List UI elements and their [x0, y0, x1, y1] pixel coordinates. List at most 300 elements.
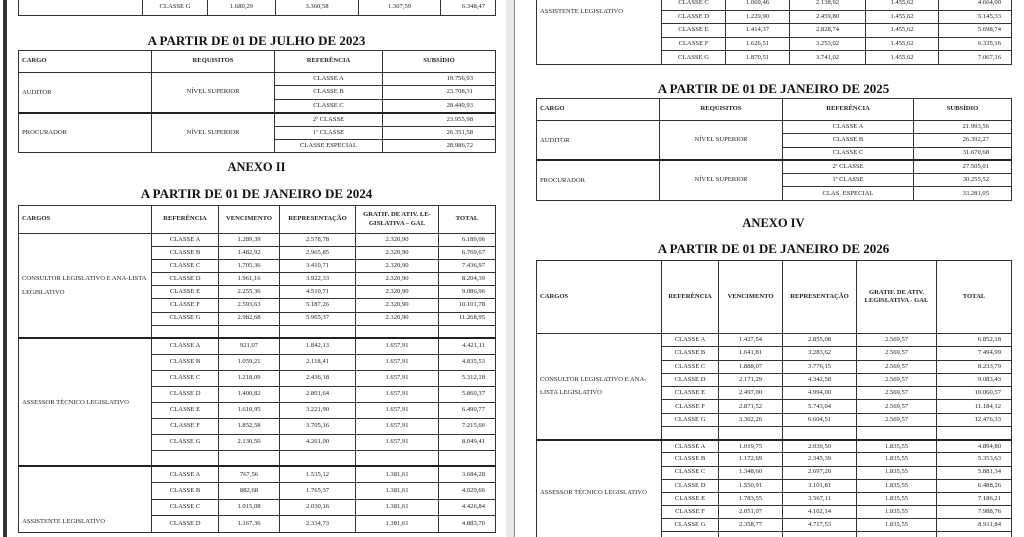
table-row: [537, 160, 1012, 173]
reference-cell: 2ª CLASSE: [783, 160, 914, 173]
value-cell: 4.717,53: [783, 518, 857, 531]
value-cell: 4.342,58: [783, 373, 857, 386]
column-header: SUBSÍDIO: [383, 51, 496, 73]
value-cell: 2.569,57: [857, 334, 937, 347]
reference-cell: CLASSE F: [152, 299, 219, 312]
value-cell: 2.320,90: [356, 299, 439, 312]
data-table: [536, 260, 1012, 537]
page-edge: [3, 0, 7, 537]
value-cell: 3.741,02: [790, 51, 866, 65]
reference-cell: 1ª CLASSE: [783, 174, 914, 187]
cargo-cell: ASSISTENTE LEGISLATIVO: [537, 0, 662, 64]
value-cell: 3.253,02: [790, 37, 866, 51]
value-cell: 1.059,21: [219, 354, 280, 370]
column-header: CARGO: [537, 99, 660, 121]
value-cell: 2.569,57: [857, 413, 937, 426]
empty-cell: [280, 325, 356, 338]
total-cell: 5.881,34: [937, 466, 1012, 479]
subsidy-cell: 28.986,72: [383, 139, 496, 152]
total-cell: 5.353,63: [937, 453, 1012, 466]
total-cell: 7.186,21: [937, 492, 1012, 505]
value-cell: 1.381,61: [356, 516, 439, 533]
value-cell: 882,68: [219, 483, 280, 500]
value-cell: 3.410,71: [280, 260, 356, 273]
value-cell: 1.852,58: [219, 418, 280, 434]
reference-cell: CLASSE C: [662, 466, 719, 479]
value-cell: 1.167,36: [219, 516, 280, 533]
value-cell: 2.569,57: [857, 360, 937, 373]
requisitos-cell: NÍVEL SUPERIOR: [152, 113, 275, 153]
value-cell: 2.497,00: [719, 387, 783, 400]
value-cell: 767,56: [219, 466, 280, 483]
value-cell: 4.261,00: [280, 434, 356, 450]
subsidy-cell: 19.756,93: [383, 73, 496, 86]
value-cell: 2.171,29: [719, 373, 783, 386]
reference-cell: CLASSE D: [152, 516, 219, 533]
value-cell: 921,07: [219, 338, 280, 354]
value-cell: 1.657,91: [356, 402, 439, 418]
column-header: VENCIMENTO: [719, 261, 783, 334]
cargo-cell: CONSULTOR LEGISLATIVO E ANA-LISTA LEGISLATIVO: [537, 334, 662, 440]
value-cell: 5.743,04: [783, 400, 857, 413]
reference-cell: CLASSE B: [662, 453, 719, 466]
document-page-left: [0, 0, 506, 537]
value-cell: 2.138,92: [790, 0, 866, 10]
column-header: CARGO: [19, 51, 152, 73]
total-cell: 11.268,95: [439, 312, 496, 325]
total-cell: 10.101,78: [439, 299, 496, 312]
value-cell: 1.835,55: [857, 453, 937, 466]
column-header: REFERÊNCIA: [783, 99, 914, 121]
empty-cell: [356, 450, 439, 466]
reference-cell: CLASSE E: [662, 24, 726, 38]
total-cell: 4.664,00: [939, 0, 1012, 10]
value-cell: 1.870,51: [726, 51, 790, 65]
reference-cell: CLASSE C: [275, 99, 383, 112]
reference-cell: CLASSE C: [783, 147, 914, 160]
total-cell: 7.215,66: [439, 418, 496, 434]
value-cell: 1.657,91: [356, 354, 439, 370]
value-cell: 1.680,29: [208, 0, 276, 16]
value-cell: 1.455,62: [866, 51, 939, 65]
data-table: [18, 50, 496, 153]
value-cell: 2.320,90: [356, 273, 439, 286]
value-cell: 2.459,80: [790, 10, 866, 24]
reference-cell: CLASSE B: [152, 354, 219, 370]
value-cell: 1.218,09: [219, 370, 280, 386]
empty-cell: [937, 532, 1012, 537]
value-cell: 1.455,62: [866, 0, 939, 10]
total-cell: 8.911,84: [937, 518, 1012, 531]
cargo-cell: PROCURADOR: [537, 160, 660, 200]
empty-cell: [152, 325, 219, 338]
empty-cell: [783, 427, 857, 440]
value-cell: 2.118,41: [280, 354, 356, 370]
total-cell: 6.348,47: [441, 0, 496, 16]
value-cell: 2.828,74: [790, 24, 866, 38]
column-header: VENCIMENTO: [219, 206, 280, 234]
value-cell: 1.842,13: [280, 338, 356, 354]
total-cell: 7.494,99: [937, 347, 1012, 360]
total-cell: 4.421,11: [439, 338, 496, 354]
total-cell: 4.835,53: [439, 354, 496, 370]
cargo-cell: ASSESSOR TÉCNICO LEGISLATIVO: [19, 338, 152, 466]
reference-cell: CLASSE D: [662, 373, 719, 386]
total-cell: 5.698,74: [939, 24, 1012, 38]
column-header: REFERÊNCIA: [662, 261, 719, 334]
value-cell: 1.835,55: [857, 440, 937, 453]
column-header: TOTAL: [937, 261, 1012, 334]
table-row: [537, 0, 1012, 10]
reference-cell: CLASSE E: [662, 492, 719, 505]
value-cell: 3.922,33: [280, 273, 356, 286]
value-cell: 1.657,91: [356, 418, 439, 434]
reference-cell: CLASSE G: [152, 312, 219, 325]
reference-cell: CLASSE D: [152, 273, 219, 286]
reference-cell: CLASSE D: [662, 10, 726, 24]
annex-title: ANEXO IV: [742, 216, 805, 230]
empty-cell: [280, 450, 356, 466]
cargo-cell: AUDITOR: [537, 121, 660, 161]
value-cell: 2.569,57: [857, 387, 937, 400]
value-cell: 1.835,55: [857, 492, 937, 505]
value-cell: 2.030,16: [280, 499, 356, 516]
total-cell: 6.769,67: [439, 247, 496, 260]
data-table: [18, 205, 496, 533]
section-title-2023: A PARTIR DE 01 DE JULHO DE 2023: [147, 33, 366, 48]
subsidy-cell: 23.708,31: [383, 86, 496, 99]
column-header: TOTAL: [439, 206, 496, 234]
value-cell: 1.348,60: [719, 466, 783, 479]
reference-cell: CLASSE G: [662, 51, 726, 65]
column-header: REQUISITOS: [152, 51, 275, 73]
value-cell: 2.436,18: [280, 370, 356, 386]
column-header: REPRESENTAÇÃO: [783, 261, 857, 334]
empty-cell: [783, 532, 857, 537]
reference-cell: CLASSE C: [152, 499, 219, 516]
reference-cell: CLASSE A: [662, 334, 719, 347]
data-table: [536, 0, 1012, 65]
empty-cell: [662, 532, 719, 537]
empty-cell: [439, 325, 496, 338]
total-cell: 6.488,26: [937, 479, 1012, 492]
value-cell: 1.289,39: [219, 234, 280, 247]
total-cell: 8.233,79: [937, 360, 1012, 373]
table-row: [19, 73, 496, 86]
value-cell: 1.414,37: [726, 24, 790, 38]
reference-cell: CLASSE F: [152, 418, 219, 434]
total-cell: 8.049,41: [439, 434, 496, 450]
total-cell: 4.426,84: [439, 499, 496, 516]
column-header: GRATIF. DE ATIV. LE-GISLATIVA – GAL: [356, 206, 439, 234]
annex-title: ANEXO II: [227, 160, 286, 174]
total-cell: 7.988,76: [937, 505, 1012, 518]
value-cell: 2.801,64: [280, 386, 356, 402]
subsidy-cell: 26.392,27: [914, 134, 1012, 147]
value-cell: 1.229,90: [726, 10, 790, 24]
reference-cell: CLASSE A: [152, 466, 219, 483]
reference-cell: CLASSE B: [152, 483, 219, 500]
value-cell: 1.705,36: [219, 260, 280, 273]
value-cell: 3.101,81: [783, 479, 857, 492]
column-header: CARGOS: [537, 261, 662, 334]
value-cell: 2.255,36: [219, 286, 280, 299]
subsidy-cell: 26.351,58: [383, 126, 496, 139]
value-cell: 1.657,91: [356, 370, 439, 386]
subsidy-cell: 28.449,93: [383, 99, 496, 112]
value-cell: 1.835,55: [857, 479, 937, 492]
value-cell: 1.535,12: [280, 466, 356, 483]
total-cell: 7.067,16: [939, 51, 1012, 65]
value-cell: 3.705,16: [280, 418, 356, 434]
value-cell: 2.871,52: [719, 400, 783, 413]
total-cell: 5.860,37: [439, 386, 496, 402]
value-cell: 1.400,82: [219, 386, 280, 402]
empty-cell: [662, 427, 719, 440]
reference-cell: CLASSE F: [662, 505, 719, 518]
subsidy-cell: 31.670,68: [914, 147, 1012, 160]
column-header: REPRESENTAÇÃO: [280, 206, 356, 234]
value-cell: 1.626,51: [726, 37, 790, 51]
total-cell: 11.184,12: [937, 400, 1012, 413]
empty-cell: [857, 532, 937, 537]
reference-cell: CLASSE G: [662, 518, 719, 531]
reference-cell: CLASSE D: [152, 386, 219, 402]
table-header-row: [19, 51, 496, 73]
value-cell: 1.381,61: [356, 499, 439, 516]
section-title-2026: A PARTIR DE 01 DE JANEIRO DE 2026: [657, 241, 890, 256]
value-cell: 2.345,39: [783, 453, 857, 466]
subsidy-cell: 23.955,98: [383, 113, 496, 126]
reference-cell: 1ª CLASSE: [275, 126, 383, 139]
total-cell: 10.060,57: [937, 387, 1012, 400]
reference-cell: CLASSE ESPECIAL: [275, 139, 383, 152]
value-cell: 2.334,73: [280, 516, 356, 533]
total-cell: 4.029,66: [439, 483, 496, 500]
value-cell: 1.657,91: [356, 338, 439, 354]
value-cell: 4.102,14: [783, 505, 857, 518]
reference-cell: CLASSE A: [783, 121, 914, 134]
reference-cell: CLASSE B: [275, 86, 383, 99]
reference-cell: CLAS. ESPECIAL: [783, 187, 914, 200]
value-cell: 2.039,50: [783, 440, 857, 453]
total-cell: 9.083,43: [937, 373, 1012, 386]
value-cell: 2.697,20: [783, 466, 857, 479]
cargo-cell: ASSISTENTE LEGISLATIVO: [19, 466, 152, 532]
reference-cell: CLASSE D: [662, 479, 719, 492]
section-title-2025: A PARTIR DE 01 DE JANEIRO DE 2025: [657, 81, 890, 96]
table-row: [19, 234, 496, 247]
value-cell: 1.069,46: [726, 0, 790, 10]
value-cell: 1.765,37: [280, 483, 356, 500]
empty-cell: [857, 427, 937, 440]
cargo-cell: AUDITOR: [19, 73, 152, 113]
total-cell: 3.684,28: [439, 466, 496, 483]
table-row: [19, 466, 496, 483]
column-header: REFERÊNCIA: [275, 51, 383, 73]
requisitos-cell: NÍVEL SUPERIOR: [660, 121, 783, 161]
subsidy-cell: 30.255,52: [914, 174, 1012, 187]
value-cell: 1.835,55: [857, 505, 937, 518]
reference-cell: CLASSE E: [662, 387, 719, 400]
reference-cell: 2ª CLASSE: [275, 113, 383, 126]
value-cell: 2.569,57: [857, 347, 937, 360]
value-cell: 2.051,07: [719, 505, 783, 518]
value-cell: 1.657,91: [356, 386, 439, 402]
table-row: [19, 113, 496, 126]
value-cell: 4.994,00: [783, 387, 857, 400]
empty-cell: [356, 325, 439, 338]
value-cell: 1.455,62: [866, 37, 939, 51]
value-cell: 1.482,92: [219, 247, 280, 260]
table-header-row: [19, 206, 496, 234]
reference-cell: CLASSE B: [783, 134, 914, 147]
empty-cell: [439, 450, 496, 466]
value-cell: 2.982,68: [219, 312, 280, 325]
value-cell: 2.569,57: [857, 400, 937, 413]
value-cell: 1.455,62: [866, 10, 939, 24]
subsidy-cell: 27.505,01: [914, 160, 1012, 173]
column-header: SUBSÍDIO: [914, 99, 1012, 121]
value-cell: 1.888,07: [719, 360, 783, 373]
reference-cell: CLASSE E: [152, 402, 219, 418]
requisitos-cell: NÍVEL SUPERIOR: [660, 160, 783, 200]
subsidy-cell: 33.281,05: [914, 187, 1012, 200]
value-cell: 6.604,51: [783, 413, 857, 426]
cargo-cell: PROCURADOR: [19, 113, 152, 153]
total-cell: 4.894,80: [937, 440, 1012, 453]
value-cell: 2.320,90: [356, 234, 439, 247]
value-cell: 2.578,78: [280, 234, 356, 247]
value-cell: 1.427,54: [719, 334, 783, 347]
reference-cell: CLASSE B: [152, 247, 219, 260]
value-cell: 1.381,61: [356, 483, 439, 500]
value-cell: 1.019,75: [719, 440, 783, 453]
column-header: REQUISITOS: [660, 99, 783, 121]
value-cell: 2.320,90: [356, 286, 439, 299]
table-row: [537, 334, 1012, 347]
reference-cell: CLASSE F: [662, 37, 726, 51]
column-header: GRATIF. DE ATIV. LEGISLATIVA - GAL: [857, 261, 937, 334]
value-cell: 3.283,62: [783, 347, 857, 360]
value-cell: 1.835,55: [857, 518, 937, 531]
value-cell: 1.550,91: [719, 479, 783, 492]
empty-cell: [219, 450, 280, 466]
table-row: [19, 0, 496, 16]
value-cell: 1.783,55: [719, 492, 783, 505]
value-cell: 2.130,50: [219, 434, 280, 450]
document-page-right: [514, 0, 1024, 537]
table-header-row: [537, 261, 1012, 334]
value-cell: 2.965,85: [280, 247, 356, 260]
total-cell: 6.189,06: [439, 234, 496, 247]
value-cell: 1.657,91: [356, 434, 439, 450]
table-header-row: [537, 99, 1012, 121]
total-cell: 12.476,33: [937, 413, 1012, 426]
value-cell: 1.172,69: [719, 453, 783, 466]
total-cell: 8.204,39: [439, 273, 496, 286]
value-cell: 1.961,16: [219, 273, 280, 286]
empty-cell: [719, 532, 783, 537]
value-cell: 2.320,90: [356, 312, 439, 325]
value-cell: 1.455,62: [866, 24, 939, 38]
value-cell: 3.302,26: [719, 413, 783, 426]
reference-cell: CLASSE A: [152, 338, 219, 354]
value-cell: 1.381,61: [356, 466, 439, 483]
reference-cell: CLASSE C: [152, 260, 219, 273]
total-cell: 7.436,97: [439, 260, 496, 273]
cargo-cell: [19, 0, 143, 16]
reference-cell: CLASSE G: [662, 413, 719, 426]
total-cell: 9.086,96: [439, 286, 496, 299]
reference-cell: CLASSE C: [152, 370, 219, 386]
value-cell: 2.358,77: [719, 518, 783, 531]
empty-cell: [937, 427, 1012, 440]
section-title-2024: A PARTIR DE 01 DE JANEIRO DE 2024: [140, 186, 373, 201]
reference-cell: CLASSE F: [662, 400, 719, 413]
value-cell: 1.015,08: [219, 499, 280, 516]
table-row: [537, 121, 1012, 134]
value-cell: 2.855,08: [783, 334, 857, 347]
reference-cell: CLASSE C: [662, 360, 719, 373]
data-table: [536, 98, 1012, 201]
table-row: [537, 440, 1012, 453]
reference-cell: CLASSE A: [275, 73, 383, 86]
table-row: [19, 338, 496, 354]
reference-cell: CLASSE G: [143, 0, 208, 16]
empty-cell: [219, 325, 280, 338]
value-cell: 3.567,11: [783, 492, 857, 505]
value-cell: 5.965,37: [280, 312, 356, 325]
value-cell: 1.610,95: [219, 402, 280, 418]
subsidy-cell: 21.993,56: [914, 121, 1012, 134]
value-cell: 1.641,81: [719, 347, 783, 360]
total-cell: 6.335,16: [939, 37, 1012, 51]
value-cell: 3.360,58: [276, 0, 359, 16]
total-cell: 5.312,18: [439, 370, 496, 386]
page-gap: [506, 0, 514, 537]
total-cell: 4.883,70: [439, 516, 496, 533]
column-header: CARGOS: [19, 206, 152, 234]
value-cell: 2.593,63: [219, 299, 280, 312]
reference-cell: CLASSE C: [662, 0, 726, 10]
value-cell: 2.320,90: [356, 260, 439, 273]
reference-cell: CLASSE E: [152, 286, 219, 299]
total-cell: 5.145,33: [939, 10, 1012, 24]
value-cell: 3.776,15: [783, 360, 857, 373]
cargo-cell: CONSULTOR LEGISLATIVO E ANA-LISTA LEGISLATIVO: [19, 234, 152, 339]
value-cell: 1.835,55: [857, 466, 937, 479]
empty-cell: [719, 427, 783, 440]
value-cell: 1.307,59: [359, 0, 441, 16]
requisitos-cell: NÍVEL SUPERIOR: [152, 73, 275, 113]
reference-cell: CLASSE G: [152, 434, 219, 450]
value-cell: 2.320,90: [356, 247, 439, 260]
value-cell: 5.187,26: [280, 299, 356, 312]
total-cell: 6.490,77: [439, 402, 496, 418]
value-cell: 3.221,90: [280, 402, 356, 418]
data-table: [18, 0, 496, 16]
value-cell: 4.510,71: [280, 286, 356, 299]
reference-cell: CLASSE A: [152, 234, 219, 247]
cargo-cell: ASSESSOR TÉCNICO LEGISLATIVO: [537, 440, 662, 537]
total-cell: 6.852,18: [937, 334, 1012, 347]
column-header: REFERÊNCIA: [152, 206, 219, 234]
value-cell: 2.569,57: [857, 373, 937, 386]
empty-cell: [152, 450, 219, 466]
reference-cell: CLASSE B: [662, 347, 719, 360]
reference-cell: CLASSE A: [662, 440, 719, 453]
